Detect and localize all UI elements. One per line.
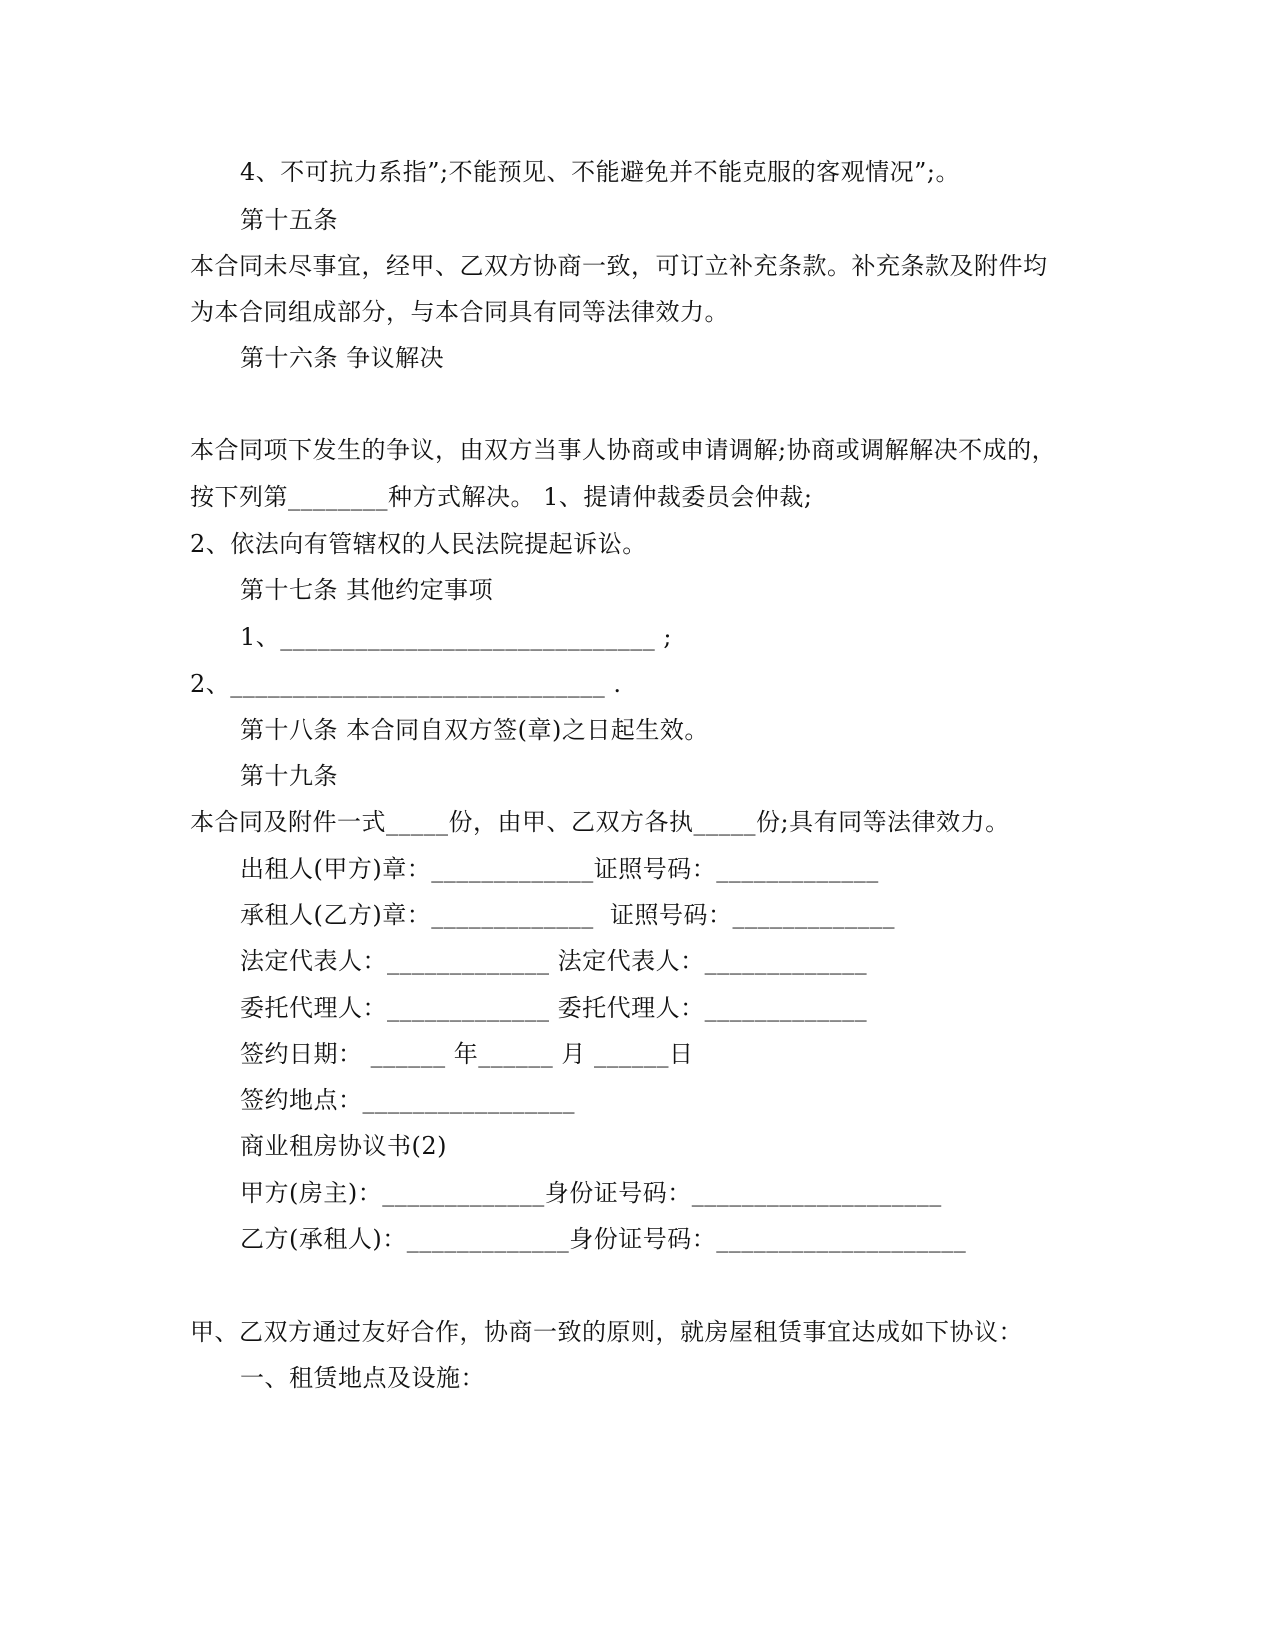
article-17-item-2: 2、______________________________ .: [190, 670, 622, 698]
clause-force-majeure: 4、不可抗力系指”;不能预见、不能避免并不能克服的客观情况”;。: [240, 158, 960, 186]
article-15-heading: 第十五条: [240, 206, 338, 234]
article-17-heading: 第十七条 其他约定事项: [240, 576, 494, 604]
signing-place-line: 签约地点：_________________: [240, 1086, 575, 1114]
article-16-text-line-3: 2、依法向有管辖权的人民法院提起诉讼。: [190, 530, 647, 558]
article-15-text-line-2: 为本合同组成部分，与本合同具有同等法律效力。: [190, 298, 729, 326]
article-16-heading: 第十六条 争议解决: [240, 344, 445, 372]
party-b-line: 乙方(承租人)：_____________身份证号码：____________________: [240, 1225, 967, 1253]
article-15-text-line-1: 本合同未尽事宜，经甲、乙双方协商一致，可订立补充条款。补充条款及附件均: [190, 252, 1048, 280]
article-17-item-1: 1、______________________________ ;: [240, 623, 672, 651]
article-16-text-line-2: 按下列第________种方式解决。 1、提请仲裁委员会仲裁;: [190, 483, 813, 511]
article-19-text: 本合同及附件一式_____份，由甲、乙双方各执_____份;具有同等法律效力。: [190, 808, 1010, 836]
legal-representative-line: 法定代表人：_____________ 法定代表人：_____________: [240, 947, 868, 975]
lessee-seal-line: 承租人(乙方)章：_____________ 证照号码：_____________: [240, 901, 895, 929]
lessor-seal-line: 出租人(甲方)章：_____________证照号码：_____________: [240, 855, 879, 883]
signing-date-line: 签约日期： ______ 年______ 月 ______日: [240, 1040, 694, 1068]
article-18: 第十八条 本合同自双方签(章)之日起生效。: [240, 716, 709, 744]
agreement-2-title: 商业租房协议书(2): [240, 1132, 447, 1160]
article-16-text-line-1: 本合同项下发生的争议，由双方当事人协商或申请调解;协商或调解解决不成的，: [190, 436, 1057, 464]
section-1-heading: 一、租赁地点及设施：: [240, 1364, 485, 1392]
agreement-preamble: 甲、乙双方通过友好合作，协商一致的原则，就房屋租赁事宜达成如下协议：: [190, 1318, 1023, 1346]
authorized-agent-line: 委托代理人：_____________ 委托代理人：_____________: [240, 994, 868, 1022]
article-19-heading: 第十九条: [240, 762, 338, 790]
party-a-line: 甲方(房主)：_____________身份证号码：____________________: [240, 1179, 942, 1207]
